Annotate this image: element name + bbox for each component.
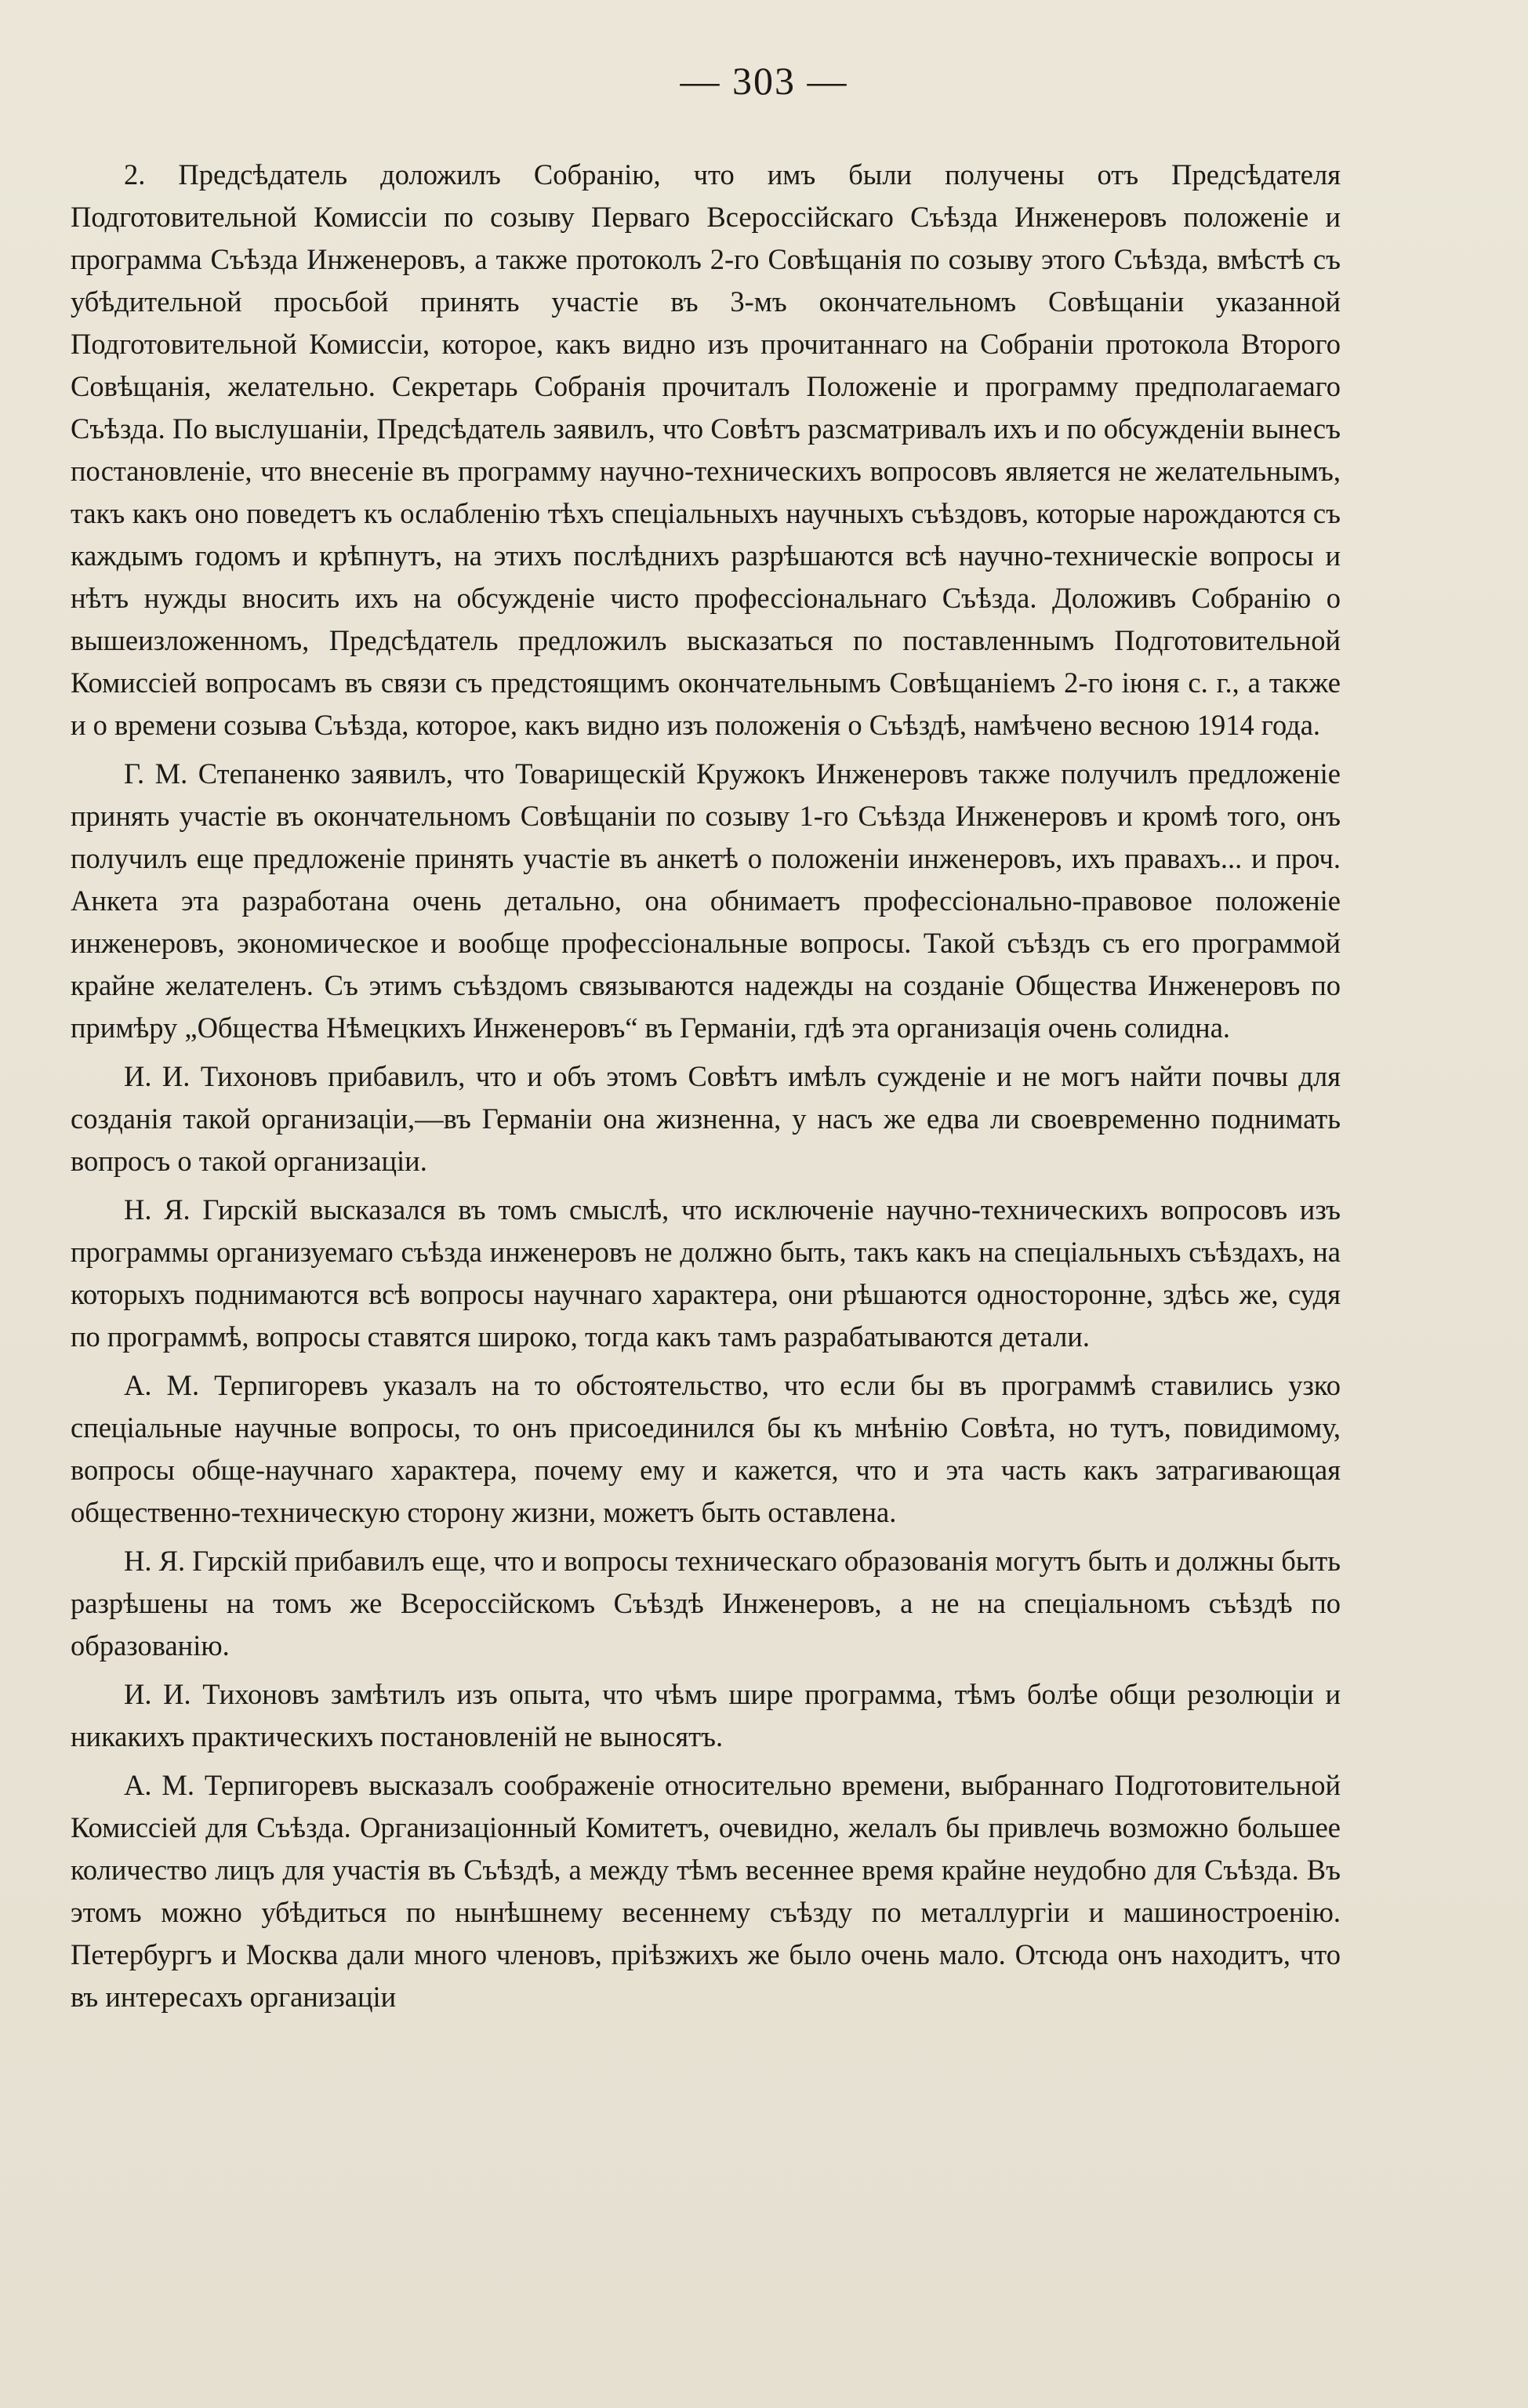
paragraph-chairman-report: 2. Предсѣдатель доложилъ Собранію, что имъ были получены отъ Предсѣдателя Подготовительной Комиссіи по созыву Перваго Всероссійскаго Съѣзда Инженеровъ положеніе и программа Съѣзда Инженеровъ, а также протоколъ 2-го Совѣщанія по созыву этого Съѣзда, вмѣстѣ съ убѣдительной просьбой принять участіе въ 3-мъ окончательномъ Совѣщаніи указанной Подготовительной Комиссіи, которое, какъ видно изъ прочитаннаго на Собраніи протокола Второго Совѣщанія, желательно. Секретарь Собранія прочиталъ Положеніе и программу предполагаемаго Съѣзда. По выслушаніи, Предсѣдатель заявилъ, что Совѣтъ разсматривалъ ихъ и по обсужденіи вынесъ постановленіе, что внесеніе въ программу научно-техническихъ вопросовъ является не желательнымъ, такъ какъ оно поведетъ къ ослабленію тѣхъ спеціальныхъ научныхъ съѣздовъ, которые нарождаются съ каждымъ годомъ и крѣпнутъ, на этихъ послѣднихъ разрѣшаются всѣ научно-техническіе вопросы и нѣтъ нужды вносить ихъ на обсужденіе чисто профессіональнаго Съѣзда. Доложивъ Собранію о вышеизложенномъ, Предсѣдатель предложилъ высказаться по поставленнымъ Подготовительной Комиссіей вопросамъ въ связи съ предстоящимъ окончательнымъ Совѣщаніемъ 2-го іюня с. г., а также и о времени созыва Съѣзда, которое, какъ видно изъ положенія о Съѣздѣ, намѣчено весною 1914 года.	[71, 158, 1341, 741]
body-text	[71, 154, 1341, 2025]
paragraph-terpigorev-2: А. М. Терпигоревъ высказалъ соображеніе относительно времени, выбраннаго Подготовительной Комиссіей для Съѣзда. Организаціонный Комитетъ, очевидно, желалъ бы привлечь возможно большее количество лицъ для участія въ Съѣздѣ, а между тѣмъ весеннее время крайне неудобно для Съѣзда. Въ этомъ можно убѣдиться по нынѣшнему весеннему съѣзду по металлургіи и машиностроенію. Петербургъ и Москва дали много членовъ, пріѣзжихъ же было очень мало. Отсюда онъ находитъ, что въ интересахъ организаціи	[71, 1769, 1341, 2013]
paragraph-tikhonov-2: И. И. Тихоновъ замѣтилъ изъ опыта, что чѣмъ шире программа, тѣмъ болѣе общи резолюціи и никакихъ практическихъ постановленій не выносятъ.	[71, 1678, 1341, 1752]
paragraph-girsky-2: Н. Я. Гирскій прибавилъ еще, что и вопросы техническаго образованія могутъ быть и должны быть разрѣшены на томъ же Всероссійскомъ Съѣздѣ Инженеровъ, а не на спеціальномъ съѣздѣ по образованію.	[71, 1545, 1341, 1662]
paragraph-tikhonov-1: И. И. Тихоновъ прибавилъ, что и объ этомъ Совѣтъ имѣлъ сужденіе и не могъ найти почвы для созданія такой организаціи,—въ Германіи она жизненна, у насъ же едва ли своевременно поднимать вопросъ о такой организаціи.	[71, 1060, 1341, 1177]
paragraph-stepanenko: Г. М. Степаненко заявилъ, что Товарищескій Кружокъ Инженеровъ также получилъ предложеніе принять участіе въ окончательномъ Совѣщаніи по созыву 1-го Съѣзда Инженеровъ и кромѣ того, онъ получилъ еще предложеніе принять участіе въ анкетѣ о положеніи инженеровъ, ихъ правахъ... и проч. Анкета эта разработана очень детально, она обнимаетъ профессіонально-правовое положеніе инженеровъ, экономическое и вообще профессіональные вопросы. Такой съѣздъ съ его программой крайне желателенъ. Съ этимъ съѣздомъ связываются надежды на созданіе Общества Инженеровъ по примѣру „Общества Нѣмецкихъ Инженеровъ“ въ Германіи, гдѣ эта организація очень солидна.	[71, 757, 1341, 1044]
paragraph-terpigorev-1: А. М. Терпигоревъ указалъ на то обстоятельство, что если бы въ программѣ ставились узко спеціальные научные вопросы, то онъ присоединился бы къ мнѣнію Совѣта, но тутъ, повидимому, вопросы обще-научнаго характера, почему ему и кажется, что и эта часть какъ затрагивающая общественно-техническую сторону жизни, можетъ быть оставлена.	[71, 1369, 1341, 1528]
page-number: — 303 —	[680, 59, 848, 103]
paragraph-girsky-1: Н. Я. Гирскій высказался въ томъ смыслѣ, что исключеніе научно-техническихъ вопросовъ изъ программы организуемаго съѣзда инженеровъ не должно быть, такъ какъ на спеціальныхъ съѣздахъ, на которыхъ поднимаются всѣ вопросы научнаго характера, они рѣшаются односторонне, здѣсь же, судя по программѣ, вопросы ставятся широко, тогда какъ тамъ разрабатываются детали.	[71, 1193, 1341, 1353]
